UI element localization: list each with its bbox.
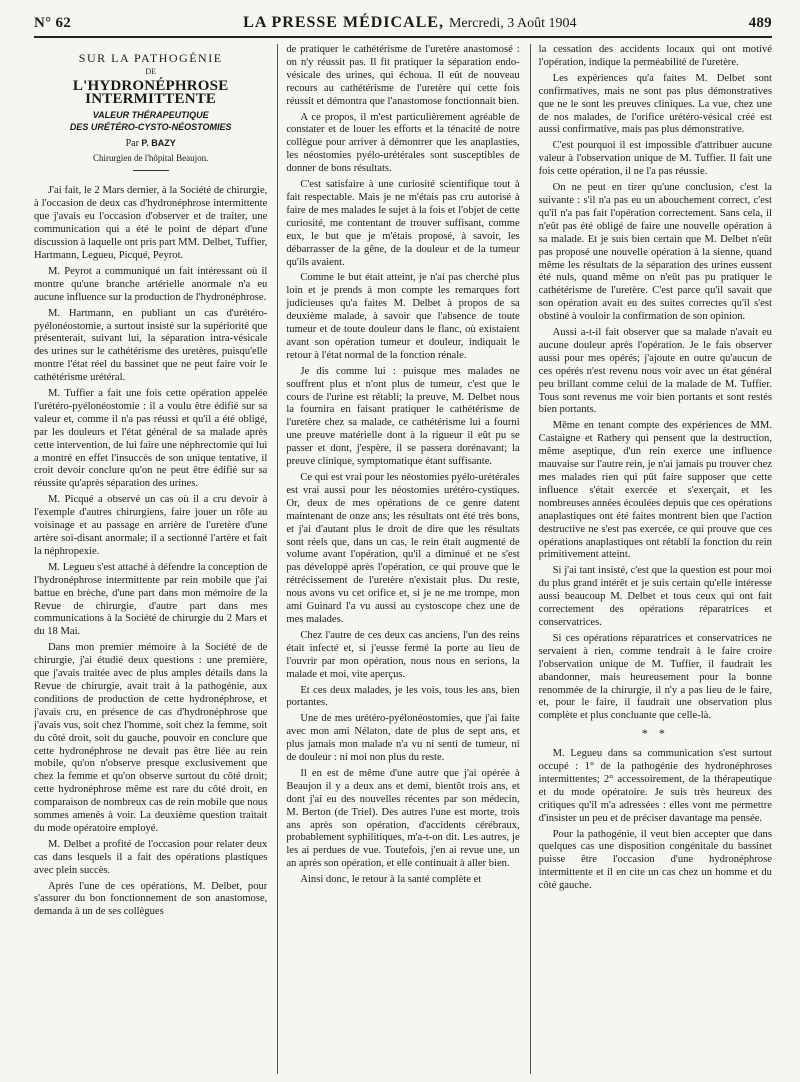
author-affiliation: Chirurgien de l'hôpital Beaujon.	[92, 152, 209, 163]
text-columns	[34, 44, 772, 1074]
left-column-body	[34, 185, 267, 919]
paragraph: Si j'ai tant insisté, c'est que la question est pour moi du plus grand intérêt et je suis certain qu'elle intéresse aussi beaucoup M. Delbet et tous ceux qui ont fait correctement des opérations réparatrices et conservatrices.	[538, 565, 772, 628]
paragraph: Après l'une de ces opérations, M. Delbet, pour s'assurer du bon fonctionnement de son anastomose, demanda à un de ses collègues	[34, 880, 268, 918]
paragraph: M. Delbet a profité de l'occasion pour relater deux cas dans lesquels il a fait des opérations plastiques avec plein succès.	[34, 838, 268, 876]
paragraph: Je dis comme lui : puisque mes malades ne souffrent plus et n'ont plus de tumeur, c'est que le cours de l'urine est rétabli; la preuve, M. Delbet nous la fournira en faisant pratiquer le cathétérisme de l'uretère chez sa malade, ce cathétérisme lui a fourni une preuve matérielle dont à la rigueur il eût pu se passer et dont, j'espère, il se passera dorénavant; la preuve clinique, symptomatique étant suffisante.	[286, 365, 520, 468]
paragraph: Même en tenant compte des expériences de MM. Castaigne et Rathery qui pensent que la destruction, même aseptique, d'un rein exerce une influence mauvaise sur l'autre rein, je n'ai jamais pu trouver chez mes malades rien qui pût faire supposer que cette influence s'était exercée et s'exerçait, et les nombreuses années écoulées depuis que ces opérations anaplastiques ont été faites montrent bien que l'action destructive ne s'est pas exercée, ce qui prouve que ces opérations anaplastiques ont rétabli la fonction du rein primitivement atteint.	[538, 420, 772, 561]
right-column-body-continued	[539, 748, 772, 893]
journal-masthead	[243, 14, 576, 32]
page-number: 489	[748, 15, 772, 31]
paragraph: Ainsi donc, le retour à la santé complète et	[300, 874, 482, 886]
subtitle-line-1: VALEUR THÉRAPEUTIQUE	[92, 109, 209, 120]
title-line-2: DE	[145, 66, 156, 76]
middle-column-body	[286, 44, 519, 887]
paragraph: Comme le but était atteint, je n'ai pas cherché plus loin et je prends à mon compte les remarques fort judicieuses qu'a faites M. Delbet à propos de sa deuxième malade, à savoir que l'absence de toute tumeur et de toute douleur dans le flanc, où existaient avant son opération tumeur et douleur, indiquait le retour à l'état normal de la fonction rénale.	[286, 272, 520, 361]
issue-number: N° 62	[34, 15, 72, 31]
article-title: L'HYDRONÉPHROSE INTERMITTENTE	[72, 77, 229, 107]
paragraph: M. Picqué a observé un cas où il a cru devoir à l'exemple d'autres chirurgiens, faire jouer un rôle au voisinage et au passage en arrière de l'uretère d'une artère soi-disant anormale; il a sectionné l'artère et fait la néphropexie.	[34, 494, 268, 557]
paragraph: On ne peut en tirer qu'une conclusion, c'est la suivante : s'il n'a pas eu un abouchement correct, c'est qu'il n'a pas fait l'opération correctement. Sans cela, il n'eût pas été obligé de faire une nouvelle opération à sa malade. Et je suis bien certain que M. Delbet n'eût pas proposé une nouvelle opération à la sienne, quand même les résultats de la séparation des urines eussent été nuls, quand même on n'eût pas pu pratiquer le cathétérisme de l'uretère. C'est parce qu'il savait que son opération avait eu des suites correctes qu'il s'est obstiné à vouloir la confirmation de son opinion.	[538, 182, 772, 323]
paragraph: Les expériences qu'a faites M. Delbet sont confirmatives, mais ne sont pas plus démonstratives que ne le sont les preuves cliniques. La vue, chez une de nos malades, de l'orifice urétéro-vésical créé est aussi confirmative, mais pas plus démonstrative.	[538, 72, 772, 136]
paragraph: Dans mon premier mémoire à la Société de de chirurgie, j'ai étudié deux questions : une première, que j'avais traitée avec de plus amples détails dans la Revue de chirurgie, avait trait à la pathogénie, aux conditions de production de cette hydronéphrose, et j'avais cru, en présence de cas d'hydronéphrose que j'avais vus, soit chez l'homme, soit chez la femme, soit du côté droit, soit du gauche, pouvoir en conclure que cette hydronéphrose ne devait pas être liée au rein mobile, qu'on n'observe presque exclusivement que chez la femme et qu'on observe surtout du côté droit; cette hydronéphrose même est rare du côté droit, en comparaison de nombreux cas de rein mobile que nous sommes amenés à voir. La deuxième question traitait du mode opératoire employé.	[34, 642, 268, 834]
paragraph: A ce propos, il m'est particulièrement agréable de constater et de louer les efforts et la ténacité de notre collègue pour arriver à démontrer que les anaplasties, les néostomies pyélo-urétérales sont susceptibles de donner de bons résultats.	[286, 111, 520, 175]
paragraph: Et ces deux malades, je les vois, tous les ans, bien portantes.	[286, 684, 520, 709]
paragraph: M. Tuffier a fait une fois cette opération appelée l'urétéro-pyélonéostomie : il a voulu être édifié sur sa valeur et, comme il n'a pas réussi et qu'il a été obligé, par les douleurs et l'état général de sa malade après cette intervention, de lui faire une néphrectomie qui lui a montré en effet l'insuccès de son unique tentative, il croit devoir conclure qu'on ne peut être édifié sur sa réussite qu'après séparation des urines.	[34, 388, 268, 490]
column-right	[530, 44, 772, 1074]
paragraph: M. Legueu s'est attaché à défendre la conception de l'hydronéphrose intermittente par rein mobile que j'ai battue en brèche, d'une part dans mon mémoire de la Revue de chirurgie, d'autre part dans mes communications à la Société de chirurgie du 2 Mars et du 18 Mai.	[34, 561, 268, 638]
issue-date: Mercredi, 3 Août 1904	[448, 16, 577, 31]
author-name: P. BAZY	[141, 137, 176, 148]
paragraph: de pratiquer le cathétérisme de l'uretère anastomosé : on n'y réussit pas. Il fit pratiquer la séparation endo-vésicale des urines, qui échoua. Il eût de nouveau recours au cathétérisme de l'uretère qui cette fois réussit et démontra que l'anastomose fonctionnait bien.	[286, 44, 520, 107]
paragraph: M. Hartmann, en publiant un cas d'urétéro-pyélonéostomie, a surtout insisté sur la supériorité que présenterait, suivant lui, la séparation intra-vésicale des urines sur le cathétérisme des uretères, puisqu'elle montre l'état réel du bassinet que ne peut faire voir le cathétérisme urétéral.	[34, 307, 268, 384]
paragraph: Il en est de même d'une autre que j'ai opérée à Beaujon il y a deux ans et demi, bientôt trois ans, et dont j'ai eu des nouvelles récentes par son médecin, M. Berton (de Triel). Des autres l'une est morte, trois ans après son opération, d'accidents cérébraux, probablement syphilitiques, m'a-t-on dit. Les autres, je les ai perdues de vue. Toutefois, j'en ai revue une, un an après son opération, et elle continuait à aller bien.	[286, 767, 520, 870]
column-middle	[277, 44, 519, 1074]
column-left	[34, 44, 267, 1074]
journal-name: LA PRESSE MÉDICALE,	[243, 14, 444, 31]
paragraph: C'est pourquoi il est impossible d'attribuer aucune valeur à l'observation unique de M. Tuffier. Il fait une fois cette opération, il ne l'a pas réussie.	[538, 140, 772, 178]
article-subtitle	[34, 109, 267, 133]
paragraph: M. Peyrot a communiqué un fait intéressant où il montre qu'une branche artérielle anormale n'a eu aucune influence sur la production de l'hydronéphrose.	[34, 265, 268, 303]
paragraph: la cessation des accidents locaux qui ont motivé l'opération, indique la perméabilité de l'uretère.	[538, 44, 772, 68]
paragraph: Une de mes urétéro-pyélonéostomies, que j'ai faite avec mon ami Nélaton, date de plus de sept ans, et plus jamais mon malade n'a vu ni senti de tumeur, ni de douleur : ni moi non plus du reste.	[286, 713, 520, 764]
paragraph: Chez l'autre de ces deux cas anciens, l'un des reins était infecté et, si j'eusse fermé la porte au lieu de l'ouvrir par mon opération, nous nous en serions, la malade et moi, vite aperçus.	[286, 629, 520, 680]
title-line-1: SUR LA PATHOGÉNIE	[78, 51, 223, 65]
paragraph: C'est satisfaire à une curiosité scientifique tout à fait respectable. Mais je ne m'étais pas cru autorisé à faire de mes malades le sujet à la fois et l'objet de cette curiosité, me contentant de trouver suffisant, comme eux, le but que je m'étais proposé, à savoir, les débarrasser de la gêne, de la douleur et de la tumeur qu'ils avaient.	[286, 179, 520, 268]
author-prefix: Par	[125, 137, 139, 149]
paragraph: Ce qui est vrai pour les néostomies pyélo-urétérales est vrai aussi pour les néostomies urétéro-cystiques. Or, deux de mes opérations de ce genre datent maintenant de onze ans; les résultats ont été très bons, et j'ai d'autant plus le droit de dire que les résultats sont réels que, dans un cas, le rein était augmenté de volume avant l'opération, qu'il a diminué et ne s'est pas développé après l'opération, ce qui prouve que le rétrécissement de l'uretère n'existait plus. Du reste, nous avons vu cet orifice et, si je ne me trompe, mon ami Guinard l'a vu aussi au cystoscope chez une de mes malades.	[286, 472, 520, 625]
paragraph: J'ai fait, le 2 Mars dernier, à la Société de chirurgie, à l'occasion de deux cas d'hydronéphrose intermittente que j'avais eu l'occasion d'observer et de traiter, une communication qui a été le point de départ d'une discussion à laquelle ont pris part MM. Delbet, Tuffier, Hartmann, Legueu, Picqué, Peyrot.	[34, 185, 268, 261]
paragraph: Si ces opérations réparatrices et conservatrices ne servaient à rien, comme tendrait à le faire croire l'observation unique de M. Tuffier, il faudrait les abandonner, mais heureusement pour la bonne renommée de la chirurgie, il n'y a pas lieu de le faire, et, pour le faire, il faudrait une observation plus complète et plus concluante que celle-là.	[538, 632, 772, 722]
paragraph: Aussi a-t-il fait observer que sa malade n'avait eu aucune douleur après l'opération. Je le fais observer aussi pour mes opérés; j'ajoute en outre qu'aucun de ces opérés n'est revenu nous voir avec un état général peu brillant comme celui de la malade de M. Tuffier. Tous sont revenus me voir bien portants et sont restés bien portants.	[538, 327, 772, 416]
article-title-block	[34, 52, 267, 171]
section-asterism: * *	[641, 726, 669, 741]
author-line	[34, 137, 267, 151]
paragraph: Pour la pathogénie, il veut bien accepter que dans quelques cas une disposition congénitale du bassinet puisse être l'occasion d'une hydronéphrose intermittente et il en cite un cas chez un homme et du côté gauche.	[538, 828, 772, 892]
page-header	[34, 14, 772, 38]
subtitle-line-2: DES URÉTÉRO-CYSTO-NÉOSTOMIES	[69, 121, 232, 132]
title-rule	[133, 170, 169, 171]
paragraph: M. Legueu dans sa communication s'est surtout occupé : 1° de la pathogénie des hydronéphroses intermittentes; 2° accessoirement, de la thérapeutique et du mode opératoire. Je suis très heureux des critiques qu'il m'a adressées : elles vont me permettre d'insister un peu et de préciser davantage ma pensée.	[538, 748, 772, 824]
right-column-body	[539, 44, 772, 723]
